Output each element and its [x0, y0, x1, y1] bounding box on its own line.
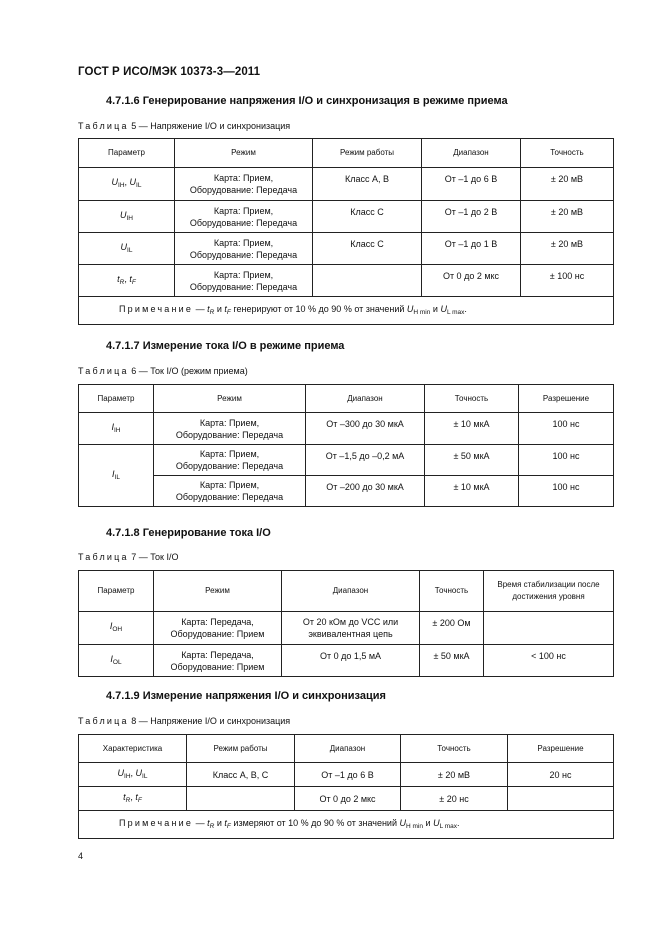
- characteristic-cell: $U_{IH}$, $U_{IL}$: [79, 763, 187, 787]
- range-cell: От –1 до 2 В: [422, 201, 521, 233]
- accuracy-cell: ± 20 мВ: [401, 763, 508, 787]
- column-header: Параметр: [79, 385, 154, 413]
- mode-cell: Карта: Прием, Оборудование: Передача: [175, 168, 313, 201]
- table-8: [78, 734, 614, 839]
- table-row: [79, 445, 614, 476]
- mode-cell: Карта: Прием, Оборудование: Передача: [154, 413, 306, 445]
- column-header: Диапазон: [282, 571, 420, 612]
- column-header: Диапазон: [295, 735, 401, 763]
- mode-cell: Карта: Прием, Оборудование: Передача: [154, 476, 306, 507]
- section-4-7-1-6-heading: 4.7.1.6 Генерирование напряжения I/O и синхронизация в режиме приема: [106, 95, 508, 107]
- table-5-caption: [78, 121, 290, 131]
- section-4-7-1-9-heading: 4.7.1.9 Измерение напряжения I/O и синхронизация: [106, 690, 386, 702]
- table-8-caption: Таблица 8 — Напряжение I/O и синхронизация: [78, 716, 291, 726]
- parameter-cell: $I_{OL}$: [79, 645, 154, 677]
- table-row: [79, 645, 614, 677]
- table-note-row: [79, 811, 614, 839]
- range-cell: От 20 кОм до VCC или эквивалентная цепь: [282, 612, 420, 645]
- table-row: [79, 233, 614, 265]
- table-row: [79, 168, 614, 201]
- accuracy-cell: ± 50 мкА: [425, 445, 519, 476]
- section-4-7-1-7-heading: 4.7.1.7 Измерение тока I/O в режиме приема: [106, 340, 345, 352]
- accuracy-cell: ± 20 мВ: [521, 233, 614, 265]
- operation-cell: [313, 265, 422, 297]
- column-header: Режим работы: [313, 139, 422, 168]
- resolution-cell: 100 нс: [519, 413, 614, 445]
- table-note: Примечание — $t_R$ и $t_F$ измеряют от 10 % до 90 % от значений $U_{H min}$ и $U_{L max}$.: [79, 811, 614, 839]
- table-7: [78, 570, 614, 677]
- parameter-cell: $I_{IL}$: [79, 445, 154, 507]
- column-header: Разрешение: [519, 385, 614, 413]
- table-note-row: [79, 297, 614, 325]
- column-header: Режим: [175, 139, 313, 168]
- table-header-row: [79, 139, 614, 168]
- column-header: Точность: [420, 571, 484, 612]
- column-header: Режим работы: [187, 735, 295, 763]
- mode-cell: Карта: Прием, Оборудование: Передача: [175, 265, 313, 297]
- accuracy-cell: ± 20 нс: [401, 787, 508, 811]
- range-cell: От –200 до 30 мкА: [306, 476, 425, 507]
- accuracy-cell: ± 50 мкА: [420, 645, 484, 677]
- table-header-row: [79, 735, 614, 763]
- document-header: ГОСТ Р ИСО/МЭК 10373-3—2011: [78, 66, 261, 78]
- mode-cell: Карта: Прием, Оборудование: Передача: [154, 445, 306, 476]
- caption-title: — Напряжение I/O и синхронизация: [138, 121, 291, 131]
- table-row: [79, 201, 614, 233]
- table-note: Примечание — $t_R$ и $t_F$ генерируют от 10 % до 90 % от значений $U_{H min}$ и $U_{L max}$.: [79, 297, 614, 325]
- column-header: Параметр: [79, 139, 175, 168]
- column-header: Время стабилизации после достижения уровня: [484, 571, 614, 612]
- accuracy-cell: ± 10 мкА: [425, 476, 519, 507]
- operation-cell: Класс C: [313, 233, 422, 265]
- table-header-row: [79, 571, 614, 612]
- mode-cell: Карта: Прием, Оборудование: Передача: [175, 233, 313, 265]
- parameter-cell: $U_{IL}$: [79, 233, 175, 265]
- parameter-cell: $U_{IH}$, $U_{IL}$: [79, 168, 175, 201]
- resolution-cell: 20 нс: [508, 763, 614, 787]
- time-cell: [484, 612, 614, 645]
- operation-cell: [187, 787, 295, 811]
- table-5: [78, 138, 614, 325]
- range-cell: От –1,5 до –0,2 мА: [306, 445, 425, 476]
- column-header: Точность: [521, 139, 614, 168]
- column-header: Разрешение: [508, 735, 614, 763]
- table-row: [79, 612, 614, 645]
- accuracy-cell: ± 20 мВ: [521, 168, 614, 201]
- mode-cell: Карта: Передача, Оборудование: Прием: [154, 645, 282, 677]
- column-header: Точность: [401, 735, 508, 763]
- operation-cell: Класс A, B: [313, 168, 422, 201]
- accuracy-cell: ± 200 Ом: [420, 612, 484, 645]
- caption-word: Таблица: [78, 121, 129, 131]
- table-row: [79, 265, 614, 297]
- parameter-cell: $I_{IH}$: [79, 413, 154, 445]
- time-cell: < 100 нс: [484, 645, 614, 677]
- resolution-cell: [508, 787, 614, 811]
- table-row: [79, 763, 614, 787]
- range-cell: От –1 до 1 В: [422, 233, 521, 265]
- parameter-cell: $U_{IH}$: [79, 201, 175, 233]
- range-cell: От 0 до 2 мкс: [295, 787, 401, 811]
- operation-cell: Класс A, B, C: [187, 763, 295, 787]
- operation-cell: Класс C: [313, 201, 422, 233]
- resolution-cell: 100 нс: [519, 476, 614, 507]
- column-header: Режим: [154, 385, 306, 413]
- accuracy-cell: ± 100 нс: [521, 265, 614, 297]
- characteristic-cell: $t_R$, $t_F$: [79, 787, 187, 811]
- table-row: [79, 787, 614, 811]
- page-number: 4: [78, 851, 84, 861]
- accuracy-cell: ± 10 мкА: [425, 413, 519, 445]
- column-header: Характеристика: [79, 735, 187, 763]
- caption-number: 5: [131, 121, 137, 131]
- table-6: [78, 384, 614, 507]
- parameter-cell: $t_R$, $t_F$: [79, 265, 175, 297]
- parameter-cell: $I_{OH}$: [79, 612, 154, 645]
- resolution-cell: 100 нс: [519, 445, 614, 476]
- range-cell: От –1 до 6 В: [422, 168, 521, 201]
- column-header: Точность: [425, 385, 519, 413]
- range-cell: От 0 до 1,5 мА: [282, 645, 420, 677]
- table-row: [79, 476, 614, 507]
- range-cell: От –1 до 6 В: [295, 763, 401, 787]
- column-header: Диапазон: [422, 139, 521, 168]
- mode-cell: Карта: Передача, Оборудование: Прием: [154, 612, 282, 645]
- mode-cell: Карта: Прием, Оборудование: Передача: [175, 201, 313, 233]
- accuracy-cell: ± 20 мВ: [521, 201, 614, 233]
- table-7-caption: Таблица 7 — Ток I/O: [78, 552, 179, 562]
- column-header: Параметр: [79, 571, 154, 612]
- column-header: Диапазон: [306, 385, 425, 413]
- table-row: [79, 413, 614, 445]
- section-4-7-1-8-heading: 4.7.1.8 Генерирование тока I/O: [106, 527, 271, 539]
- table-header-row: [79, 385, 614, 413]
- range-cell: От –300 до 30 мкА: [306, 413, 425, 445]
- range-cell: От 0 до 2 мкс: [422, 265, 521, 297]
- column-header: Режим: [154, 571, 282, 612]
- table-6-caption: Таблица 6 — Ток I/O (режим приема): [78, 366, 248, 376]
